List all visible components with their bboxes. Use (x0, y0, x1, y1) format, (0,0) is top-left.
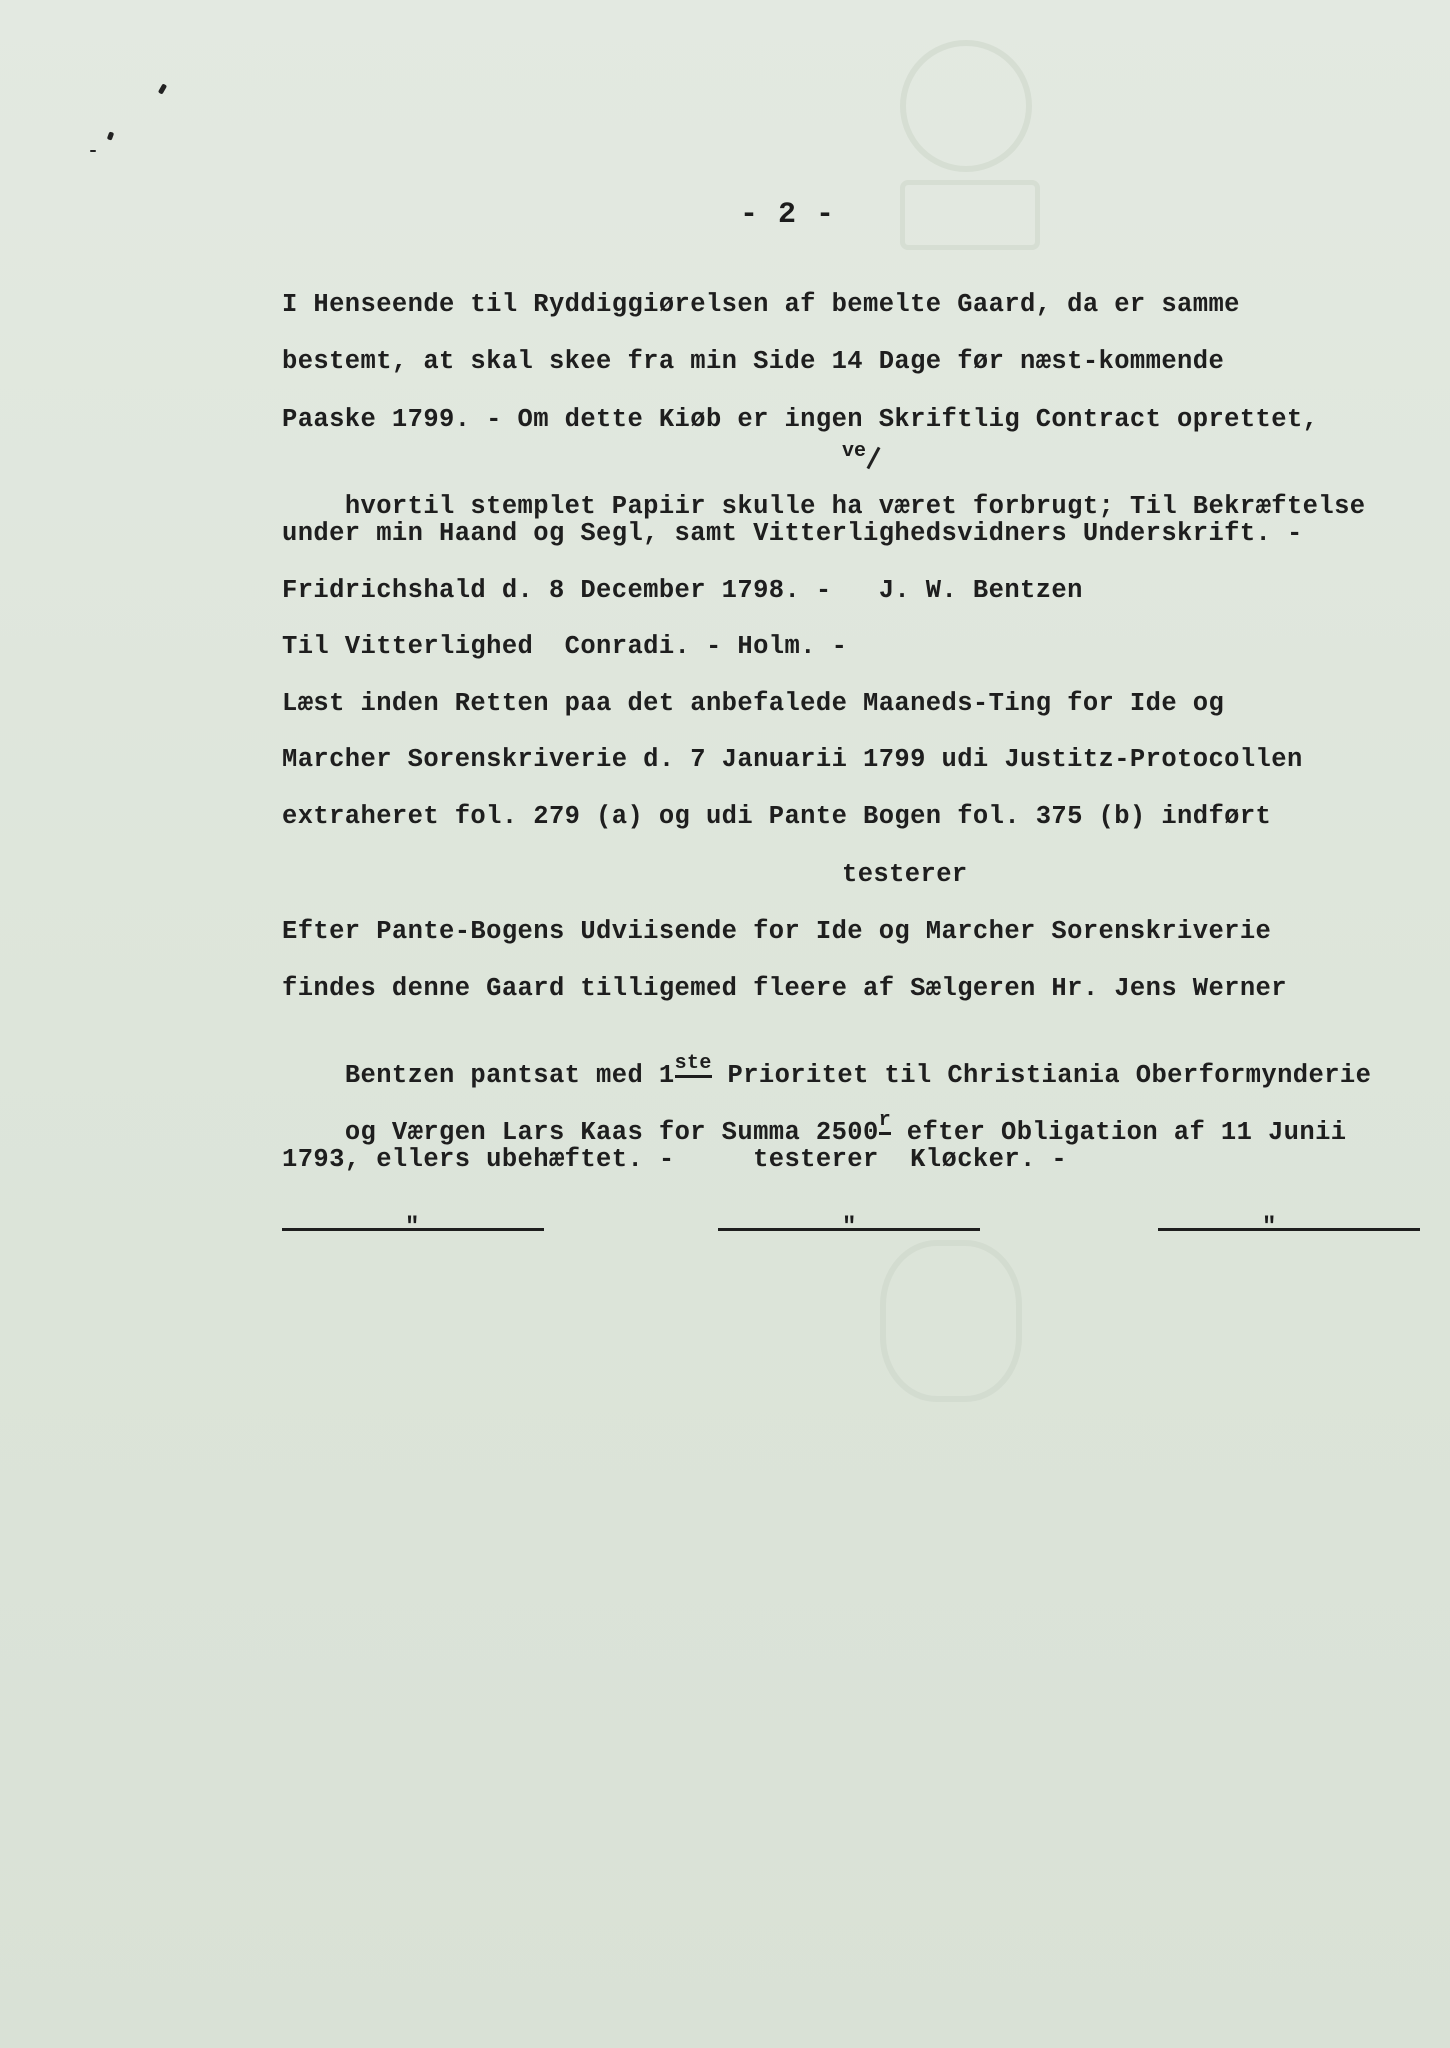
text-line-1: I Henseende til Ryddiggiørelsen af bemelte Gaard, da er samme (282, 290, 1240, 319)
text-line-11-testerer: testerer (842, 860, 968, 889)
text-line-8: Læst inden Retten paa det anbefalede Maaneds-Ting for Ide og (282, 689, 1225, 718)
bleed-through-stamp (900, 40, 1032, 172)
page-number: - 2 - (740, 198, 836, 232)
bleed-through-mark (900, 180, 1040, 250)
text-line-9: Marcher Sorenskriverie d. 7 Januarii 1799 udi Justitz-Protocollen (282, 745, 1303, 774)
superscript-r: r (879, 1109, 891, 1135)
text-line-15-start: og Værgen Lars Kaas for Summa 2500 (344, 1118, 879, 1147)
text-line-14-start: Bentzen pantsat med 1 (344, 1061, 675, 1090)
text-line-12: Efter Pante-Bogens Udviisende for Ide og Marcher Sorenskriverie (282, 917, 1272, 946)
ditto-mark-right: " (1262, 1214, 1277, 1241)
text-line-4-ha: ha (831, 492, 863, 521)
text-line-3: Paaske 1799. - Om dette Kiøb er ingen Skriftlig Contract oprettet, (282, 405, 1319, 434)
text-line-5: under min Haand og Segl, samt Vitterlighedsvidners Underskrift. - (282, 519, 1303, 548)
text-line-6: Fridrichshald d. 8 December 1798. - J. W. Bentzen (282, 576, 1083, 605)
ditto-mark-center: " (842, 1214, 857, 1241)
handwritten-insertion: ve (842, 440, 867, 463)
stray-ink-mark (107, 131, 114, 140)
text-line-14-rest: Prioritet til Christiania Oberformynderie (711, 1061, 1372, 1090)
stray-ink-mark (90, 150, 96, 152)
text-line-4-start: hvortil stemplet Papiir skulle (344, 492, 816, 521)
bleed-through-stamp (880, 1240, 1022, 1402)
closing-rule-right (1158, 1228, 1420, 1231)
stray-ink-mark (158, 83, 167, 94)
text-line-4-rest: været forbrugt; Til Bekræftelse (878, 492, 1366, 521)
text-line-7: Til Vitterlighed Conradi. - Holm. - (282, 632, 848, 661)
superscript-ste: ste (675, 1052, 712, 1078)
text-line-10: extraheret fol. 279 (a) og udi Pante Bogen fol. 375 (b) indført (282, 802, 1272, 831)
ditto-mark-left: " (405, 1214, 420, 1241)
text-line-16: 1793, ellers ubehæftet. - testerer Kløcker. - (282, 1145, 1068, 1174)
text-line-2: bestemt, at skal skee fra min Side 14 Dage før næst-kommende (282, 347, 1225, 376)
text-line-13: findes denne Gaard tilligemed fleere af Sælgeren Hr. Jens Werner (282, 974, 1287, 1003)
text-line-15-rest: efter Obligation af 11 Junii (891, 1118, 1347, 1147)
